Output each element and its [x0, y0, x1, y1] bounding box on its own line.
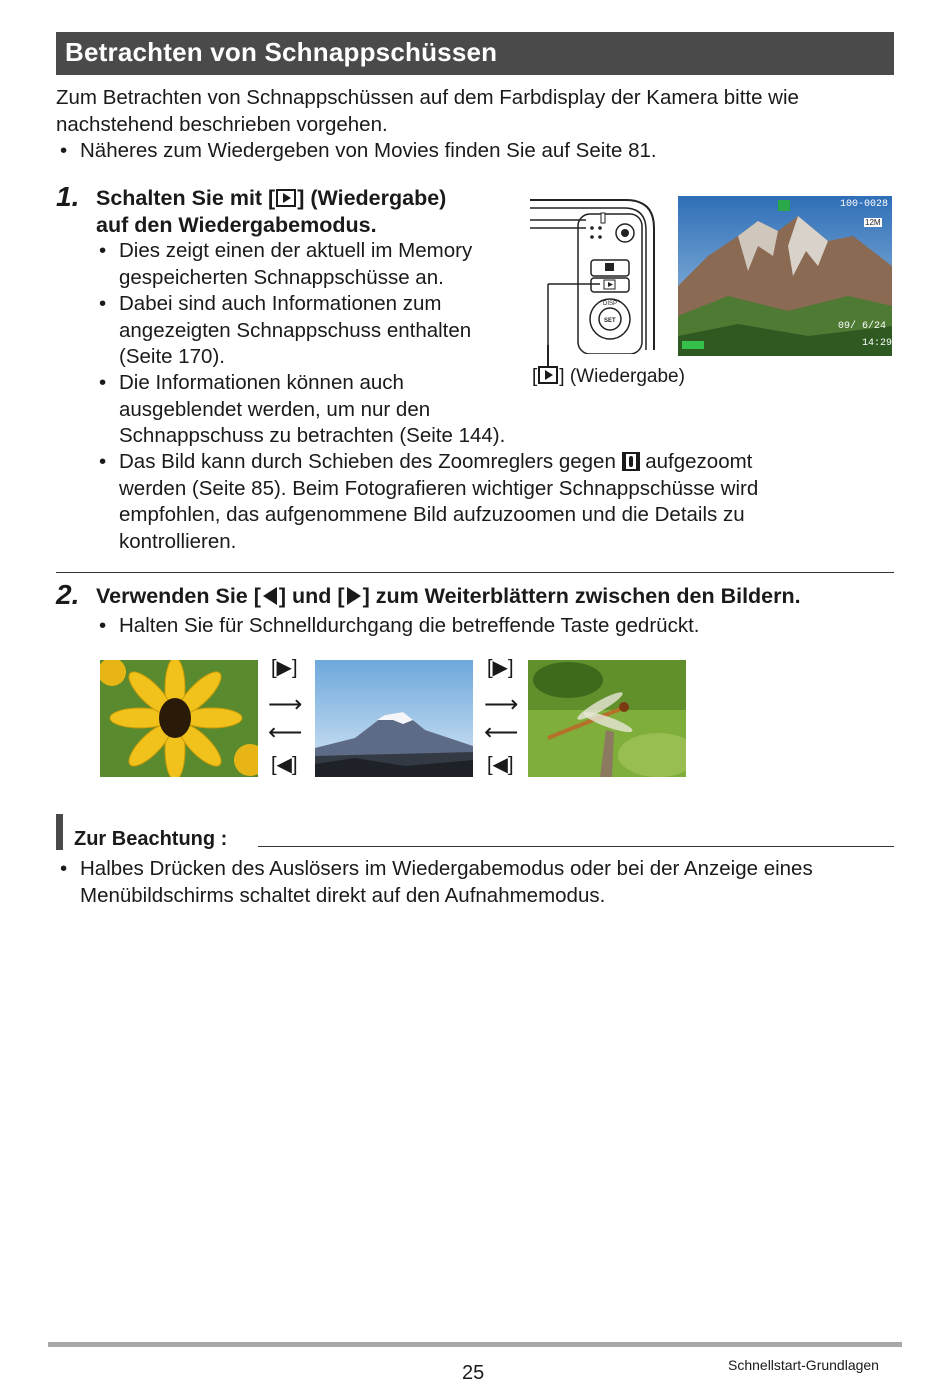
arrow-left-icon: ⟵	[268, 719, 303, 746]
play-mode-icon	[778, 200, 790, 211]
bullet-text-pre: Das Bild kann durch Schieben des Zoomreglers gegen	[119, 450, 622, 473]
time-readout: 14:29	[862, 338, 892, 349]
intro-bullet	[60, 138, 657, 165]
prev-key-label: [◀]	[487, 754, 514, 776]
section-title-bar	[56, 32, 894, 75]
bullet-dot: •	[99, 292, 107, 315]
page-title: Betrachten von Schnappschüssen	[65, 37, 498, 67]
bullet-dot: •	[60, 857, 68, 880]
step-2-heading-post: ] zum Weiterblättern zwischen den Bildern.	[362, 584, 801, 608]
bullet-dot: •	[99, 450, 107, 473]
step-2-heading	[96, 583, 801, 609]
svg-text:SET: SET	[604, 318, 616, 324]
note-text: Halbes Drücken des Auslösers im Wiedergabemodus oder bei der Anzeige eines	[80, 857, 813, 880]
bullet-text: Schnappschuss zu betrachten (Seite 144).	[119, 424, 506, 447]
page-number: 25	[462, 1362, 485, 1384]
callout-line	[547, 345, 549, 367]
playback-button-icon	[276, 189, 296, 207]
bullet-text: kontrollieren.	[119, 529, 237, 553]
caption-post: ] (Wiedergabe)	[559, 366, 685, 387]
step-1-heading-pre: Schalten Sie mit [	[96, 186, 276, 210]
bullet-text: Die Informationen können auch	[119, 371, 404, 394]
step-2-bullet	[99, 613, 700, 640]
step-1-heading-line-2: auf den Wiedergabemodus.	[96, 213, 377, 237]
step-2-heading-pre: Verwenden Sie [	[96, 584, 261, 608]
step-1-bullet-4	[99, 449, 759, 555]
date-readout: 09/ 6/24	[838, 321, 887, 332]
bullet-text: empfohlen, das aufgenommene Bild aufzuzoomen und die Details zu	[119, 503, 745, 526]
bullet-text: gespeicherten Schnappschüsse an.	[119, 265, 444, 289]
playback-caption	[532, 366, 685, 388]
bullet-text: angezeigten Schnappschuss enthalten	[119, 318, 472, 342]
arrow-right-icon: ⟶	[484, 691, 519, 718]
step-1-heading-post: ] (Wiedergabe)	[297, 186, 447, 210]
bullet-text: ausgeblendet werden, um nur den	[119, 397, 431, 421]
footer-section-label: Schnellstart-Grundlagen	[728, 1357, 879, 1373]
mount-fuji-photo	[315, 660, 473, 777]
step-2-heading-mid: ] und [	[278, 584, 345, 608]
footer-rule	[48, 1342, 902, 1347]
caption-pre: [	[532, 366, 538, 387]
mountain-photo	[678, 196, 892, 356]
next-key-label: [▶]	[271, 657, 298, 679]
bullet-dot: •	[99, 614, 107, 637]
playback-button-icon	[538, 366, 558, 384]
intro-line-2: nachstehend beschrieben vorgehen.	[56, 113, 388, 136]
note-rule	[258, 846, 894, 847]
bullet-dot: •	[99, 371, 107, 394]
bullet-text-post: aufgezoomt	[639, 450, 753, 473]
prev-key-label: [◀]	[271, 754, 298, 776]
bullet-text: Halten Sie für Schnelldurchgang die betreffende Taste gedrückt.	[119, 614, 700, 637]
dragonfly-photo	[528, 660, 686, 777]
bullet-text: Dabei sind auch Informationen zum	[119, 292, 442, 315]
intro-bullet-text: Näheres zum Wiedergeben von Movies finden Sie auf Seite 81.	[80, 139, 657, 162]
camera-back-illustration	[528, 194, 663, 354]
step-1-heading-line-1	[96, 185, 446, 211]
arrow-left-icon: ⟵	[484, 719, 519, 746]
zoom-tele-icon	[622, 452, 640, 471]
step-1-number: 1.	[56, 181, 80, 212]
battery-icon	[682, 341, 704, 349]
note-marker-bar	[56, 814, 63, 850]
step-divider	[56, 572, 894, 573]
note-bullet	[60, 856, 813, 909]
note-title: Zur Beachtung :	[74, 828, 228, 850]
right-arrow-icon	[347, 587, 361, 605]
bullet-text: Dies zeigt einen der aktuell im Memory	[119, 239, 473, 262]
playback-screen	[678, 196, 892, 356]
step-1-bullet-3	[99, 370, 506, 450]
next-key-label: [▶]	[487, 657, 514, 679]
sunflower-photo	[100, 660, 258, 777]
step-2-number: 2.	[56, 579, 80, 610]
arrow-right-icon: ⟶	[268, 691, 303, 718]
bullet-text: werden (Seite 85). Beim Fotografieren wichtiger Schnappschüsse wird	[119, 476, 759, 500]
step-1-bullet-2	[99, 291, 472, 371]
intro-line-1: Zum Betrachten von Schnappschüssen auf dem Farbdisplay der Kamera bitte wie	[56, 86, 799, 109]
bullet-dot: •	[60, 139, 68, 162]
left-arrow-icon	[263, 587, 277, 605]
note-text: Menübildschirms schaltet direkt auf den Aufnahmemodus.	[80, 883, 606, 907]
file-number: 100-0028	[840, 199, 889, 210]
bullet-text: (Seite 170).	[119, 345, 225, 368]
image-size-badge: 12M	[865, 218, 881, 227]
bullet-dot: •	[99, 239, 107, 262]
step-1-bullet-1	[99, 238, 473, 291]
svg-text:DISP: DISP	[603, 301, 618, 307]
bullet-text	[119, 449, 758, 476]
